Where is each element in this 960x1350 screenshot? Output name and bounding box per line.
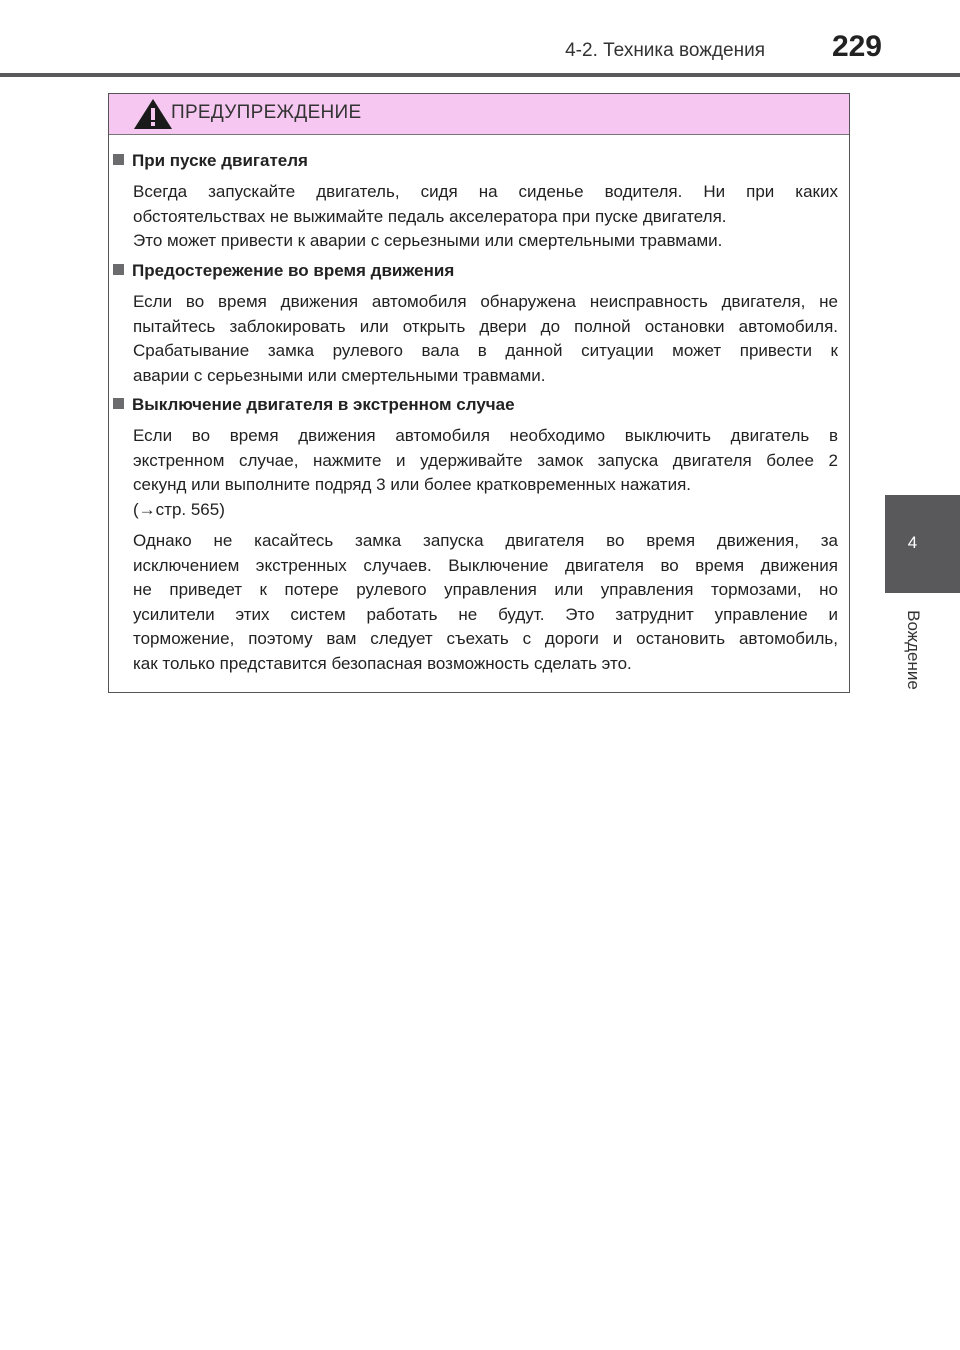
section-title: 4-2. Техника вождения	[565, 40, 765, 61]
page-reference: (→стр. 565)	[133, 499, 225, 519]
page-number: 229	[831, 30, 882, 63]
section-paragraph: Если во время движения автомобиля обнаружена неисправность двигателя, не пытайтесь заблокировать или открыть двери до полной остановки автомобиля. Срабатывание замка рулевого вала в данной ситуации может привести к аварии с серьезными или смертельными травмами.	[133, 292, 838, 385]
section-paragraph: Если во время движения автомобиля необходимо выключить двигатель в экстренном случае, нажмите и удерживайте замок запуска двигателя более 2 секунд или выполните подряд 3 или более кратковременных нажатия. (→стр. 565)	[133, 424, 838, 522]
section-paragraph: Однако не касайтесь замка запуска двигателя во время движения, за исключением экстренных случаев. Выключение двигателя во время движения не приведет к потере рулевого управления или управления тормозами, но усилители этих систем работать не будут. Это затруднит управление и торможение, поэтому вам следует съехать с дороги и остановить автомобиль, как только представится безопасная возможность сделать это.	[133, 531, 838, 673]
chapter-label-container	[885, 600, 940, 700]
section-heading: Выключение двигателя в экстренном случае	[113, 395, 515, 415]
chapter-tab	[885, 495, 960, 593]
square-bullet-icon	[113, 154, 124, 165]
section-heading: Предостережение во время движения	[113, 261, 454, 281]
chapter-number: 4	[907, 533, 918, 552]
chapter-label: Вождение	[903, 610, 923, 690]
warning-triangle-icon	[131, 98, 175, 130]
square-bullet-icon	[113, 264, 124, 275]
section-paragraph: Всегда запускайте двигатель, сидя на сиденье водителя. Ни при каких обстоятельствах не выжимайте педаль акселератора при пуске двигателя. Это может привести к аварии с серьезными или смертельными травмами.	[133, 182, 838, 250]
section-heading: При пуске двигателя	[113, 151, 308, 171]
warning-title: ПРЕДУПРЕЖДЕНИЕ	[171, 102, 362, 123]
square-bullet-icon	[113, 398, 124, 409]
header-divider	[0, 73, 960, 77]
warning-header	[109, 94, 849, 135]
warning-box	[108, 93, 850, 693]
